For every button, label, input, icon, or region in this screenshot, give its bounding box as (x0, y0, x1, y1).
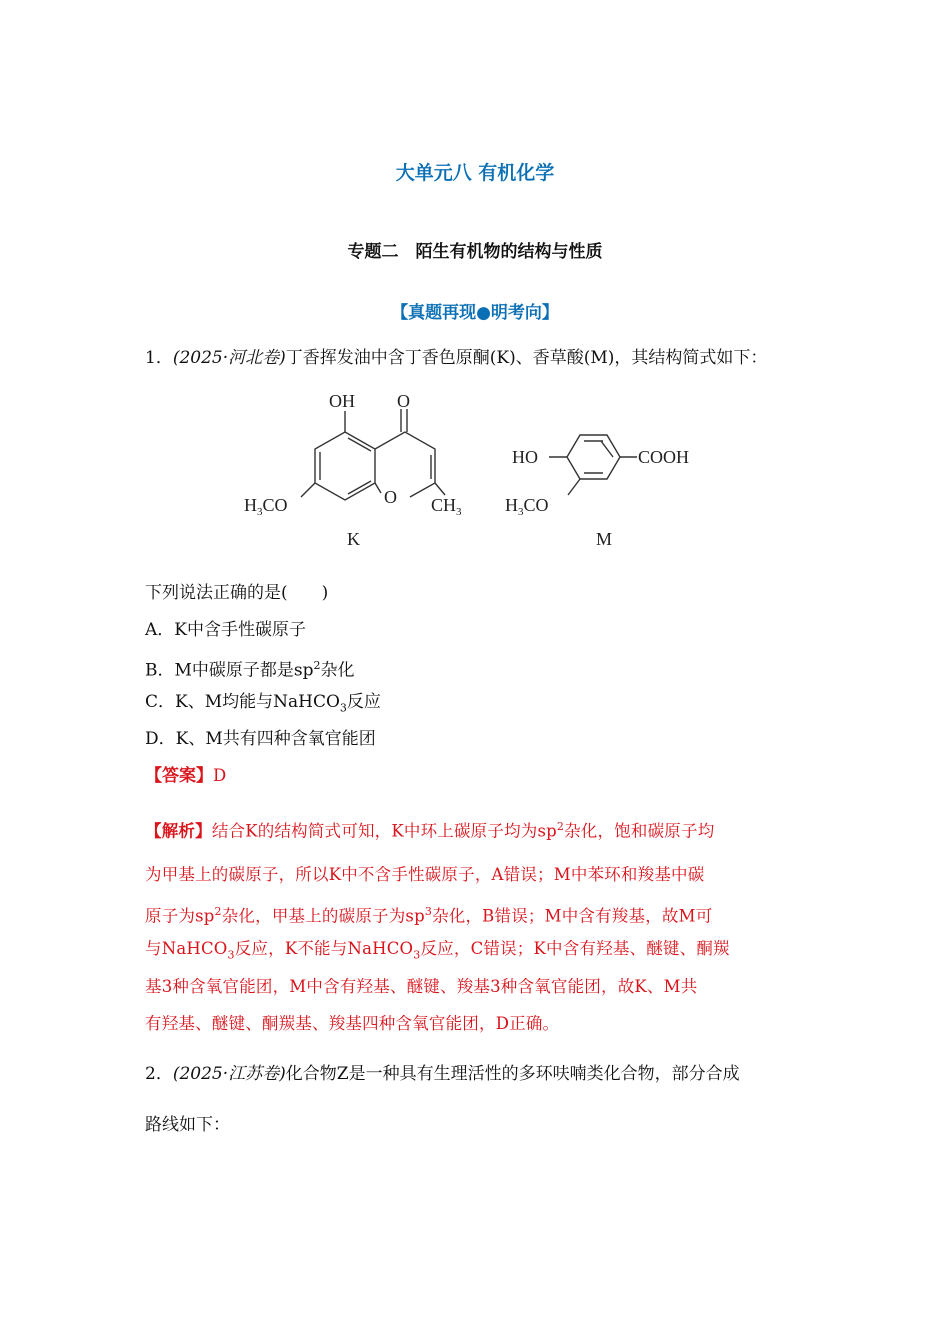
k-carbonyl-o-label: O (397, 391, 410, 411)
question-text: 丁香挥发油中含丁香色原酮(K)、香草酸(M)，其结构简式如下： (285, 348, 768, 368)
question-number: 2． (145, 1064, 173, 1084)
structure-m-label: M (596, 529, 613, 549)
question-2-stem-cont: 路线如下： (145, 1115, 230, 1135)
option-b: B．M中碳原子都是$sp^2$杂化 (145, 659, 355, 681)
question-source: (2025·江苏卷) (172, 1064, 286, 1084)
question-number: 1． (145, 348, 173, 368)
option-d: D．K、M共有四种含氧官能团 (145, 729, 376, 749)
unit-title: 大单元八 有机化学 (395, 162, 555, 184)
section-heading: 【真题再现●明考向】 (391, 303, 559, 323)
question-source: (2025·河北卷) (172, 348, 286, 368)
structure-m (505, 435, 689, 549)
analysis-line-2: 为甲基上的碳原子，所以K中不含手性碳原子，A错误；M中苯环和羧基中碳 (145, 865, 705, 884)
question-2-stem: 2．(2025·江苏卷)化合物Z是一种具有生理活性的多环呋喃类化合物，部分合成 (145, 1064, 740, 1084)
structure-k (244, 391, 462, 549)
k-methoxy-label: $H_3CO$ (244, 495, 288, 518)
answer-line (145, 764, 226, 788)
analysis-line-5: 基3种含氧官能团，M中含有羟基、醚键、羧基3种含氧官能团，故K、M共 (145, 977, 698, 996)
option-c: C．K、M均能与NaHCO$_3$反应 (145, 692, 381, 715)
m-methoxy-label: $H_3CO$ (505, 495, 549, 518)
option-a: A．K中含手性碳原子 (145, 620, 306, 640)
question-1-prompt: 下列说法正确的是( ) (145, 583, 329, 603)
answer-value: D (213, 766, 227, 785)
analysis-line-6: 有羟基、醚键、酮羰基、羧基四种含氧官能团，D正确。 (145, 1014, 560, 1033)
k-methyl-label: $CH_3$ (431, 495, 462, 518)
analysis-line-4: 与NaHCO$_3$反应，K不能与NaHCO$_3$反应，C错误；K中含有羟基、醚键、酮羰 (145, 939, 730, 962)
m-hydroxy-label: HO (512, 447, 538, 467)
analysis-tag: 【解析】 (145, 821, 212, 841)
m-carboxyl-label: COOH (638, 447, 690, 467)
k-oh-label: OH (329, 391, 355, 411)
k-ring-o-label: O (384, 487, 397, 507)
answer-tag: 【答案】 (145, 766, 213, 786)
topic-subtitle: 专题二 陌生有机物的结构与性质 (347, 242, 603, 262)
chemical-structures-figure (235, 385, 735, 555)
structure-k-label: K (347, 529, 360, 549)
analysis-line-3: 原子为$sp^2$杂化，甲基上的碳原子为$sp^3$杂化，B错误；M中含有羧基，故M可 (145, 905, 713, 926)
analysis-line-1: 【解析】结合K的结构简式可知，K中环上碳原子均为$sp^2$杂化，饱和碳原子均 (145, 820, 715, 841)
question-1-stem (145, 346, 767, 370)
